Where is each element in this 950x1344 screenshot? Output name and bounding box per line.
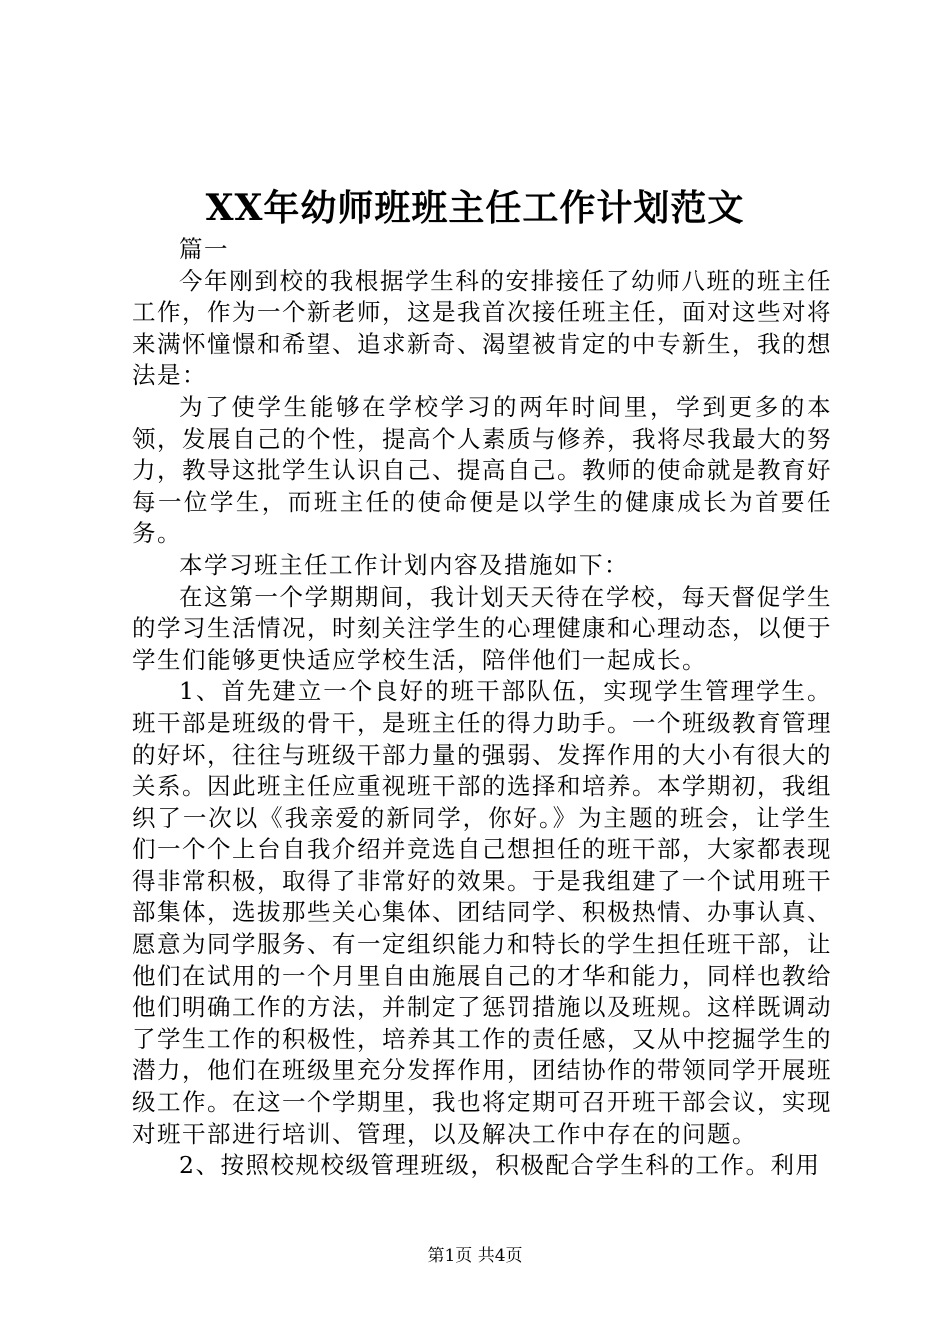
- paragraph: 1、首先建立一个良好的班干部队伍，实现学生管理学生。班干部是班级的骨干，是班主任的得力助手。一个班级教育管理的好坏，往往与班级干部力量的强弱、发挥作用的大小有很大的关系。因此班主任应重视班干部的选择和培养。本学期初，我组织了一次以《我亲爱的新同学，你好。》为主题的班会，让学生们一个个上台自我介绍并竞选自己想担任的班干部，大家都表现得非常积极，取得了非常好的效果。于是我组建了一个试用班干部集体，选拔那些关心集体、团结同学、积极热情、办事认真、愿意为同学服务、有一定组织能力和特长的学生担任班干部，让他们在试用的一个月里自由施展自己的才华和能力，同样也教给他们明确工作的方法，并制定了惩罚措施以及班规。这样既调动了学生工作的积极性，培养其工作的责任感，又从中挖掘学生的潜力，他们在班级里充分发挥作用，团结协作的带领同学开展班级工作。在这一个学期里，我也将定期可召开班干部会议，实现对班干部进行培训、管理，以及解决工作中存在的问题。: [132, 677, 832, 1148]
- paragraph: 在这第一个学期期间，我计划天天待在学校，每天督促学生的学习生活情况，时刻关注学生的心理健康和心理动态，以便于学生们能够更快适应学校生活，陪伴他们一起成长。: [132, 582, 832, 674]
- paragraph: 本学习班主任工作计划内容及措施如下：: [179, 550, 629, 579]
- paragraph: 今年刚到校的我根据学生科的安排接任了幼师八班的班主任工作，作为一个新老师，这是我首次接任班主任，面对这些对将来满怀憧憬和希望、追求新奇、渴望被肯定的中专新生，我的想法是：: [132, 266, 832, 390]
- section-heading: 篇一: [179, 235, 229, 263]
- document-body: [132, 234, 832, 1182]
- document-title: XX年幼师班班主任工作计划范文: [205, 187, 745, 229]
- paragraph: 为了使学生能够在学校学习的两年时间里，学到更多的本领，发展自己的个性，提高个人素质与修养，我将尽我最大的努力，教导这批学生认识自己、提高自己。教师的使命就是教育好每一位学生，而班主任的使命便是以学生的健康成长为首要任务。: [132, 392, 832, 548]
- page-footer: 第1页 共4页: [427, 1246, 523, 1266]
- paragraph: 2、按照校规校级管理班级，积极配合学生科的工作。利用: [179, 1151, 821, 1180]
